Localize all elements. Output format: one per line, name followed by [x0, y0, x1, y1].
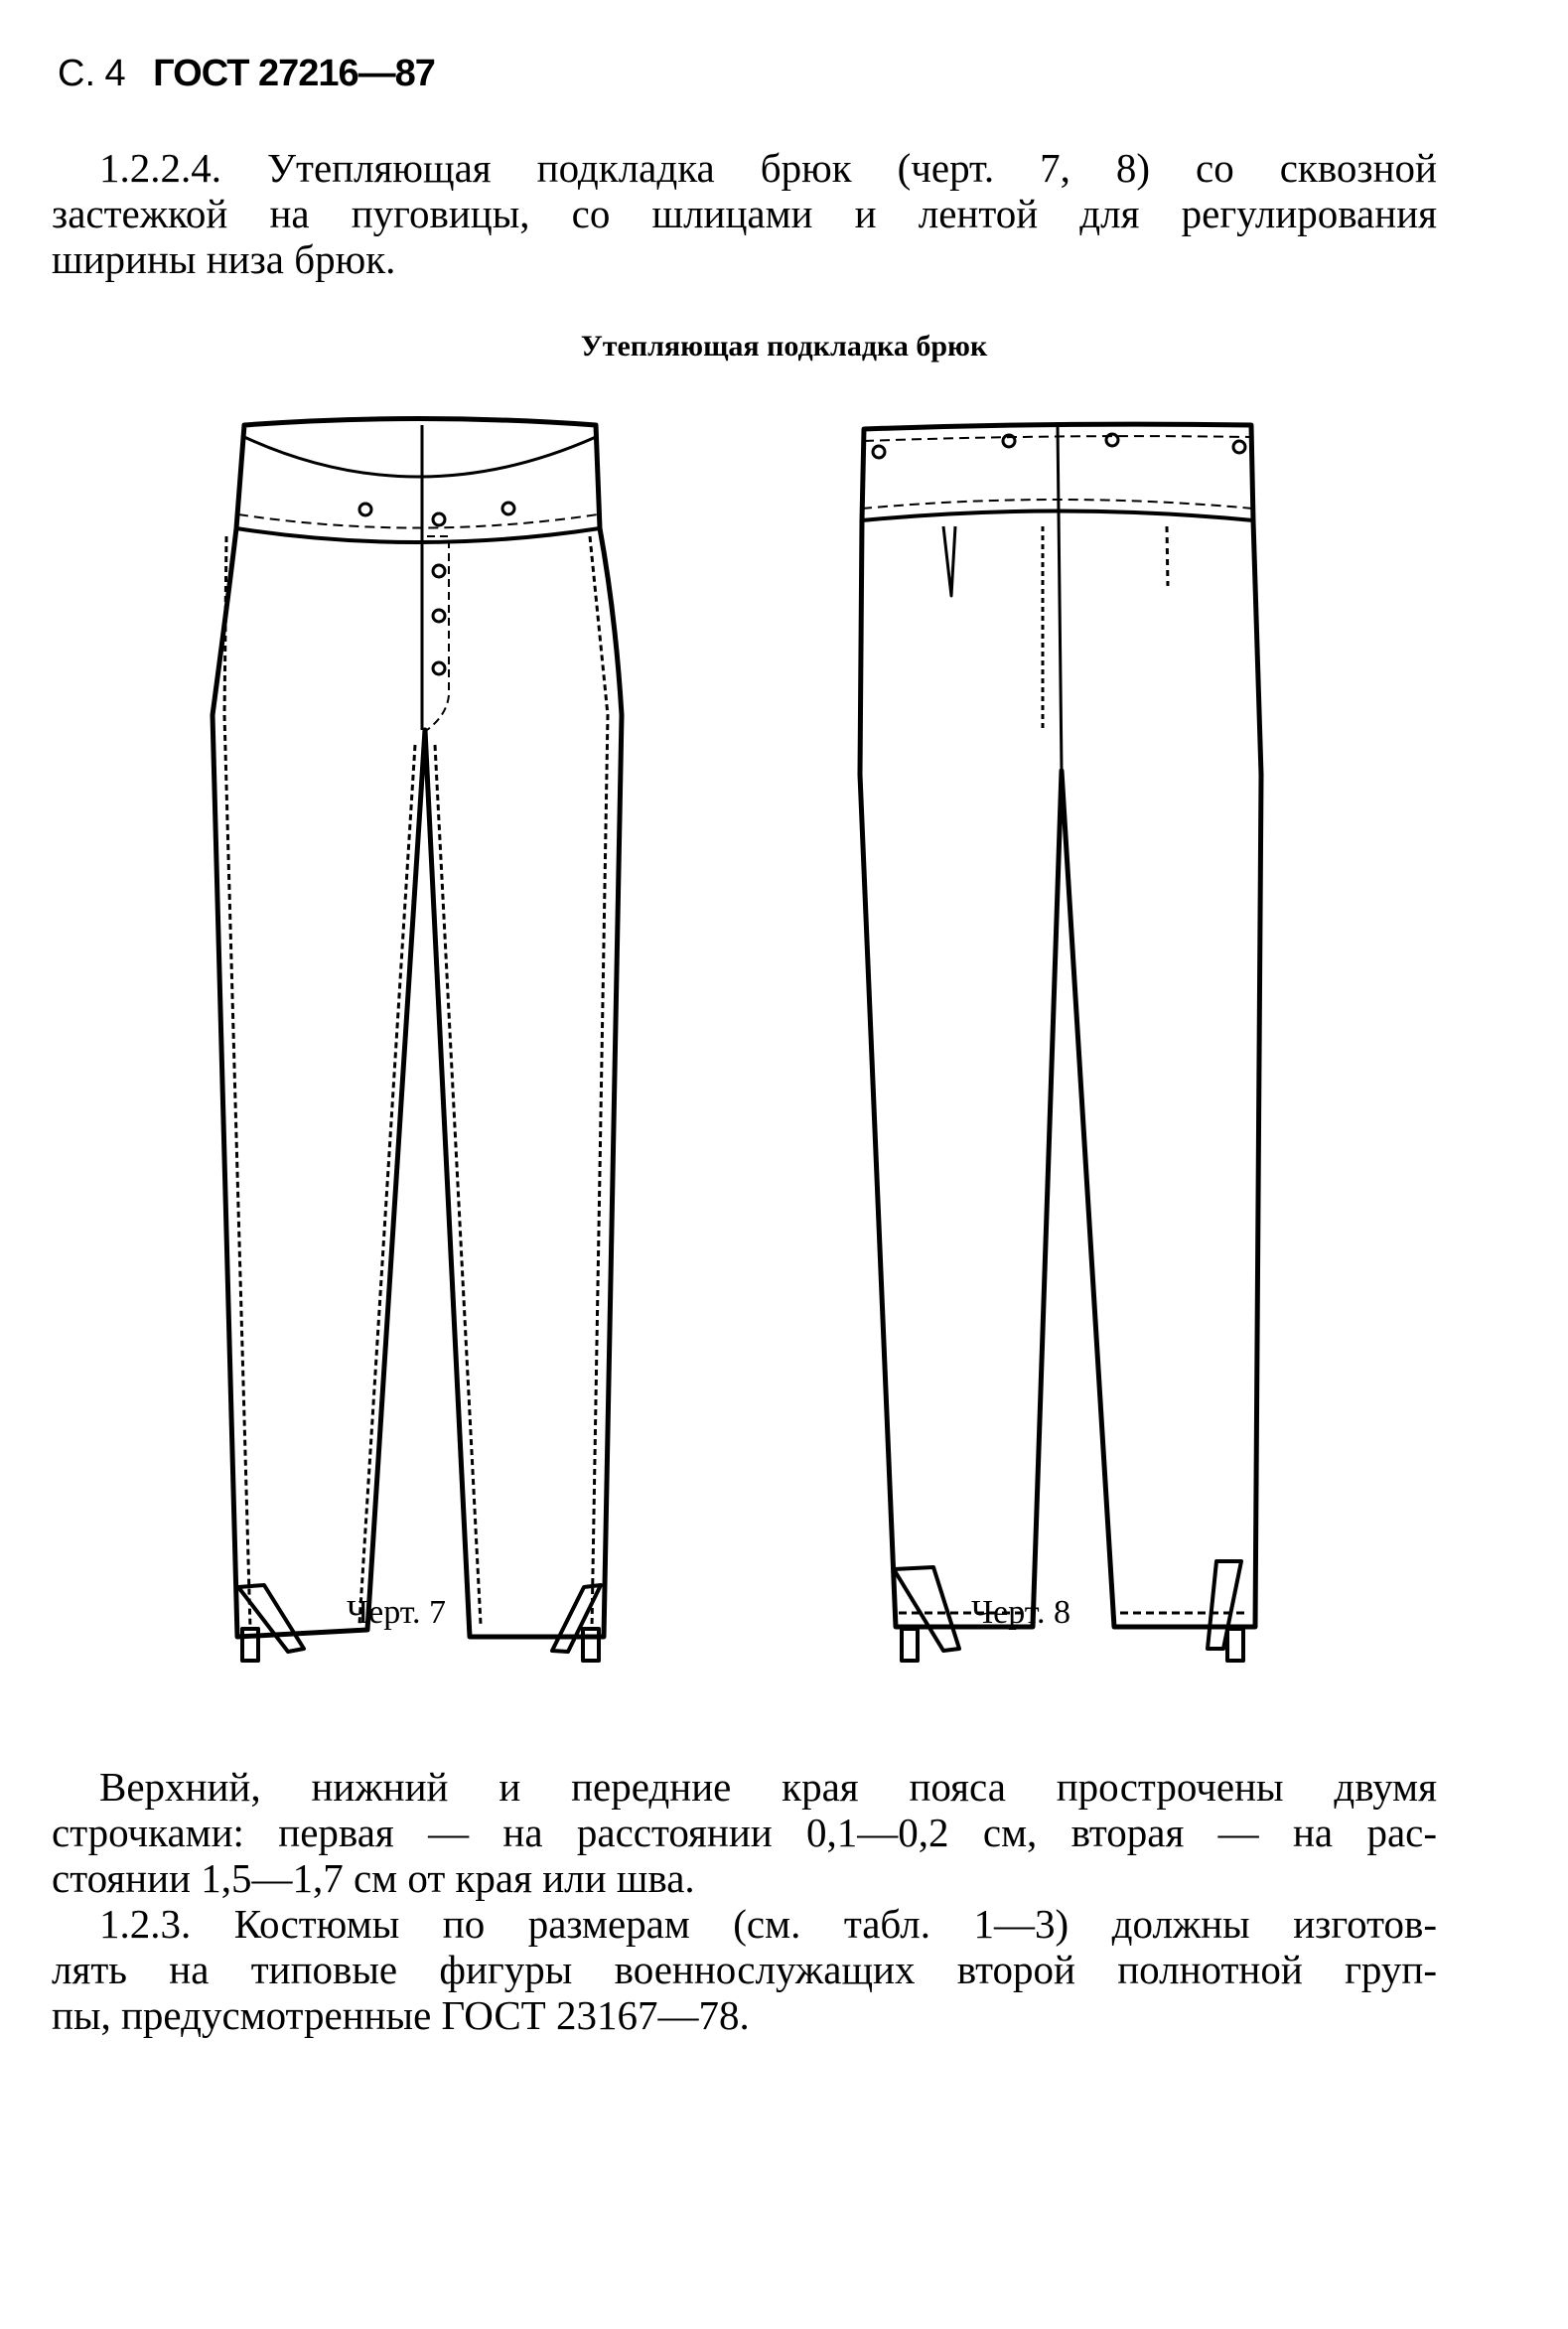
body-paragraph	[52, 1764, 1437, 2038]
text-line: Верхний, нижний и передние края пояса прострочены двумя	[99, 1764, 1437, 1810]
text-line: ширины низа брюк.	[52, 236, 396, 282]
figure-title: Утепляющая подкладка брюк	[580, 330, 988, 363]
page-number: 4	[104, 53, 126, 94]
text-line: стоянии 1,5—1,7 см от края или шва.	[52, 1855, 695, 1901]
text-line: строчками: первая — на расстоянии 0,1—0,2 см, вторая — на рас-	[52, 1810, 1437, 1855]
figure-caption-8: Черт. 8	[971, 1594, 1071, 1631]
front-view-drawing	[213, 419, 622, 1662]
text-line: пы, предусмотренные ГОСТ 23167—78.	[52, 1992, 750, 2038]
standard-number: ГОСТ 27216—87	[153, 53, 435, 94]
page-prefix: С.	[58, 53, 95, 94]
text-line: застежкой на пуговицы, со шлицами и лентой для регулирования	[52, 191, 1437, 236]
figure-caption-7: Черт. 7	[347, 1594, 447, 1631]
back-view-drawing	[860, 424, 1261, 1661]
text-line: 1.2.3. Костюмы по размерам (см. табл. 1—3) должны изготов-	[99, 1901, 1437, 1947]
text-line: 1.2.2.4. Утепляющая подкладка брюк (черт. 7, 8) со сквозной	[99, 145, 1437, 191]
text-line: лять на типовые фигуры военнослужащих второй полнотной груп-	[52, 1947, 1437, 1992]
